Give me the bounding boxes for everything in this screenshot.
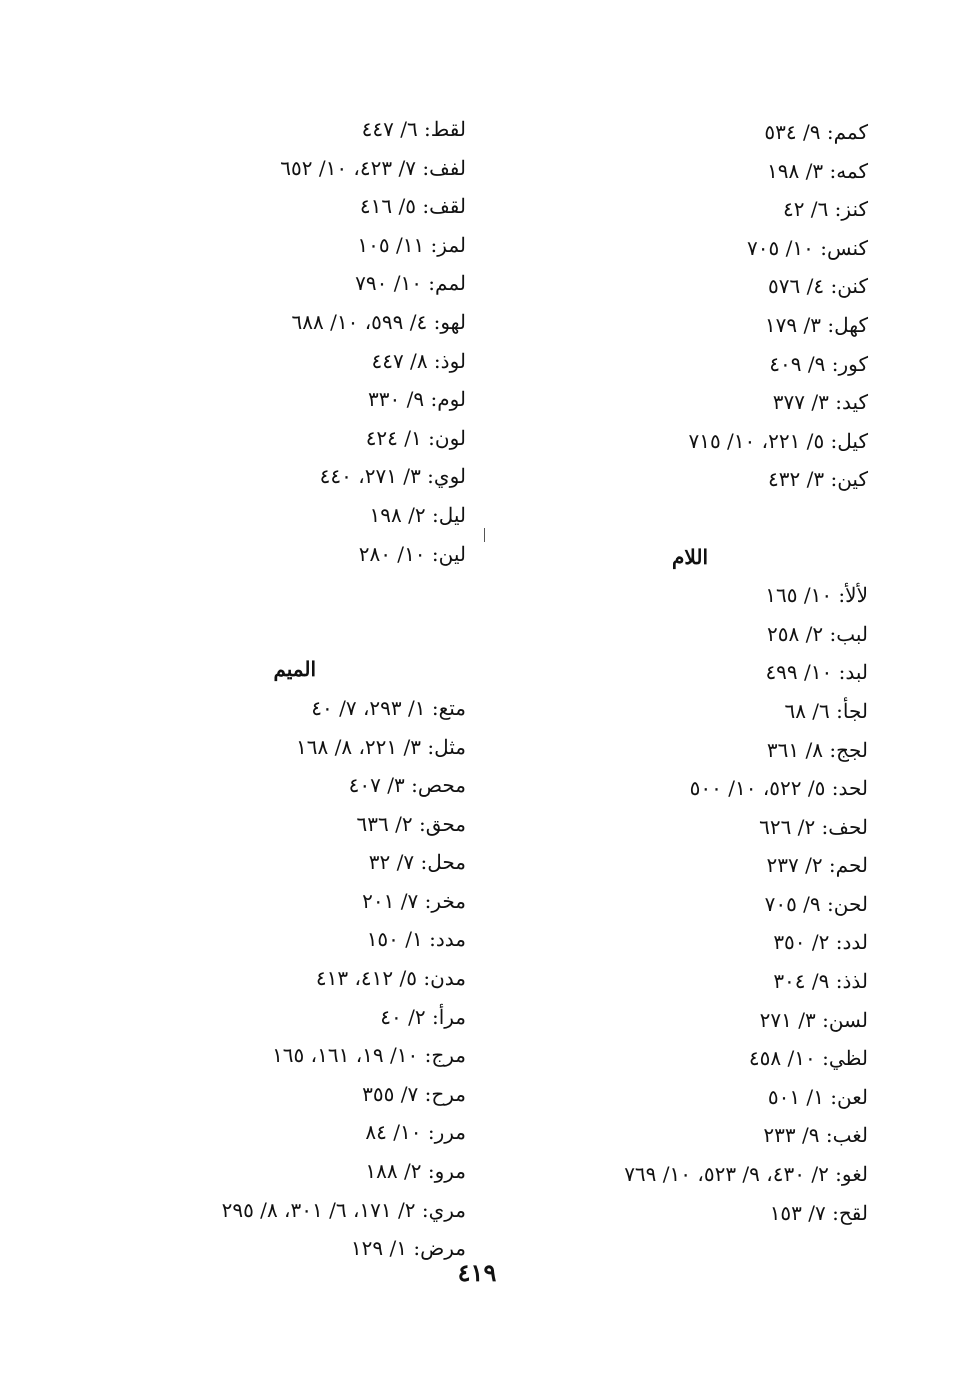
index-entry: كنز: ٦/ ٤٢ [782,197,868,222]
index-entry: لسن: ٣/ ٢٧١ [759,1007,868,1032]
index-entry: مثل: ٣/ ٢٢١، ٨/ ١٦٨ [296,734,466,759]
index-entry: لحف: ٢/ ٦٢٦ [759,814,868,839]
index-entry: كور: ٩/ ٤٠٩ [769,351,868,376]
index-entry: متع: ١/ ٢٩٣، ٧/ ٤٠ [311,695,466,720]
index-entry: لهو: ٤/ ٥٩٩، ١٠/ ٦٨٨ [291,309,466,334]
index-entry: لبب: ٢/ ٢٥٨ [767,621,868,646]
index-entry: لذذ: ٩/ ٣٠٤ [773,969,868,994]
index-entry: لين: ١٠/ ٢٨٠ [358,541,466,566]
index-entry: مرأ: ٢/ ٤٠ [380,1004,466,1029]
index-entry: لجج: ٨/ ٣٦١ [766,737,868,762]
page-number: ٤١٩ [457,1258,497,1287]
index-entry: كيل: ٥/ ٢٢١، ١٠/ ٧١٥ [688,428,868,453]
index-entry: لوي: ٣/ ٢٧١، ٤٤٠ [319,464,466,489]
index-column-left [86,110,466,1268]
index-entry: ليل: ٢/ ١٩٨ [369,502,466,527]
index-entry: لظي: ١٠/ ٤٥٨ [748,1046,868,1071]
index-entry: مرج: ١٠/ ١٩، ١٦١، ١٦٥ [272,1043,466,1068]
index-entry: لقح: ٧/ ١٥٣ [769,1200,868,1225]
stray-mark [484,528,485,542]
index-entry: كمه: ٣/ ١٩٨ [767,158,868,183]
index-entry: مدن: ٥/ ٤١٢، ٤١٣ [315,966,466,991]
index-entry: لبد: ١٠/ ٤٩٩ [765,660,868,685]
index-entry: لعن: ١/ ٥٠١ [767,1084,868,1109]
index-entry: كيد: ٣/ ٣٧٧ [772,390,868,415]
section-heading-lam: اللام [672,544,708,569]
index-entry: مرر: ١٠/ ٨٤ [365,1120,466,1145]
index-entry: لوم: ٩/ ٣٣٠ [368,387,466,412]
index-entry: لقط: ٦/ ٤٤٧ [361,117,466,141]
index-entry: لدد: ٢/ ٣٥٠ [773,930,868,955]
index-entry: لون: ١/ ٤٢٤ [365,425,466,450]
index-entry: لمز: ١١/ ١٠٥ [357,232,466,257]
index-column-right [498,113,868,1232]
index-entry: لألأ: ١٠/ ١٦٥ [765,583,868,608]
index-entry: لحد: ٥/ ٥٢٢، ١٠/ ٥٠٠ [689,776,868,801]
index-entry: كمم: ٩/ ٥٣٤ [764,120,868,144]
index-entry: مدد: ١/ ١٥٠ [366,927,466,952]
index-entry: لجأ: ٦/ ٦٨ [784,698,868,723]
index-entry: لفف: ٧/ ٤٢٣، ١٠/ ٦٥٢ [280,155,466,180]
index-entry: مري: ٢/ ١٧١، ٦/ ٣٠١، ٨/ ٢٩٥ [221,1197,466,1222]
index-entry: لوذ: ٨/ ٤٤٧ [371,348,466,373]
index-entry: كهل: ٣/ ١٧٩ [764,312,868,337]
index-entry: كنن: ٤/ ٥٧٦ [768,274,868,299]
index-entry: لحن: ٩/ ٧٠٥ [764,891,868,916]
index-entry: مخر: ٧/ ٢٠١ [362,888,466,913]
index-entry: لغو: ٢/ ٤٣٠، ٩/ ٥٢٣، ١٠/ ٧٦٩ [624,1162,868,1187]
index-entry: مرو: ٢/ ١٨٨ [365,1159,466,1184]
index-entry: لقف: ٥/ ٤١٦ [359,194,466,219]
index-entry: لمم: ١٠/ ٧٩٠ [355,271,466,296]
index-entry: كنس: ١٠/ ٧٠٥ [747,235,868,260]
index-entry: محل: ٧/ ٣٢ [368,850,466,875]
index-entry: محص: ٣/ ٤٠٧ [348,773,466,798]
index-entry: محق: ٢/ ٦٣٦ [356,811,466,836]
index-entry: كين: ٣/ ٤٣٢ [768,467,868,492]
index-entry: مرح: ٧/ ٣٥٥ [362,1081,466,1106]
index-entry: لغب: ٩/ ٢٣٣ [763,1123,868,1148]
section-heading-mim: الميم [273,657,316,682]
index-entry: مرض: ١/ ١٢٩ [350,1236,466,1261]
index-entry: لحم: ٢/ ٢٣٧ [766,853,868,878]
